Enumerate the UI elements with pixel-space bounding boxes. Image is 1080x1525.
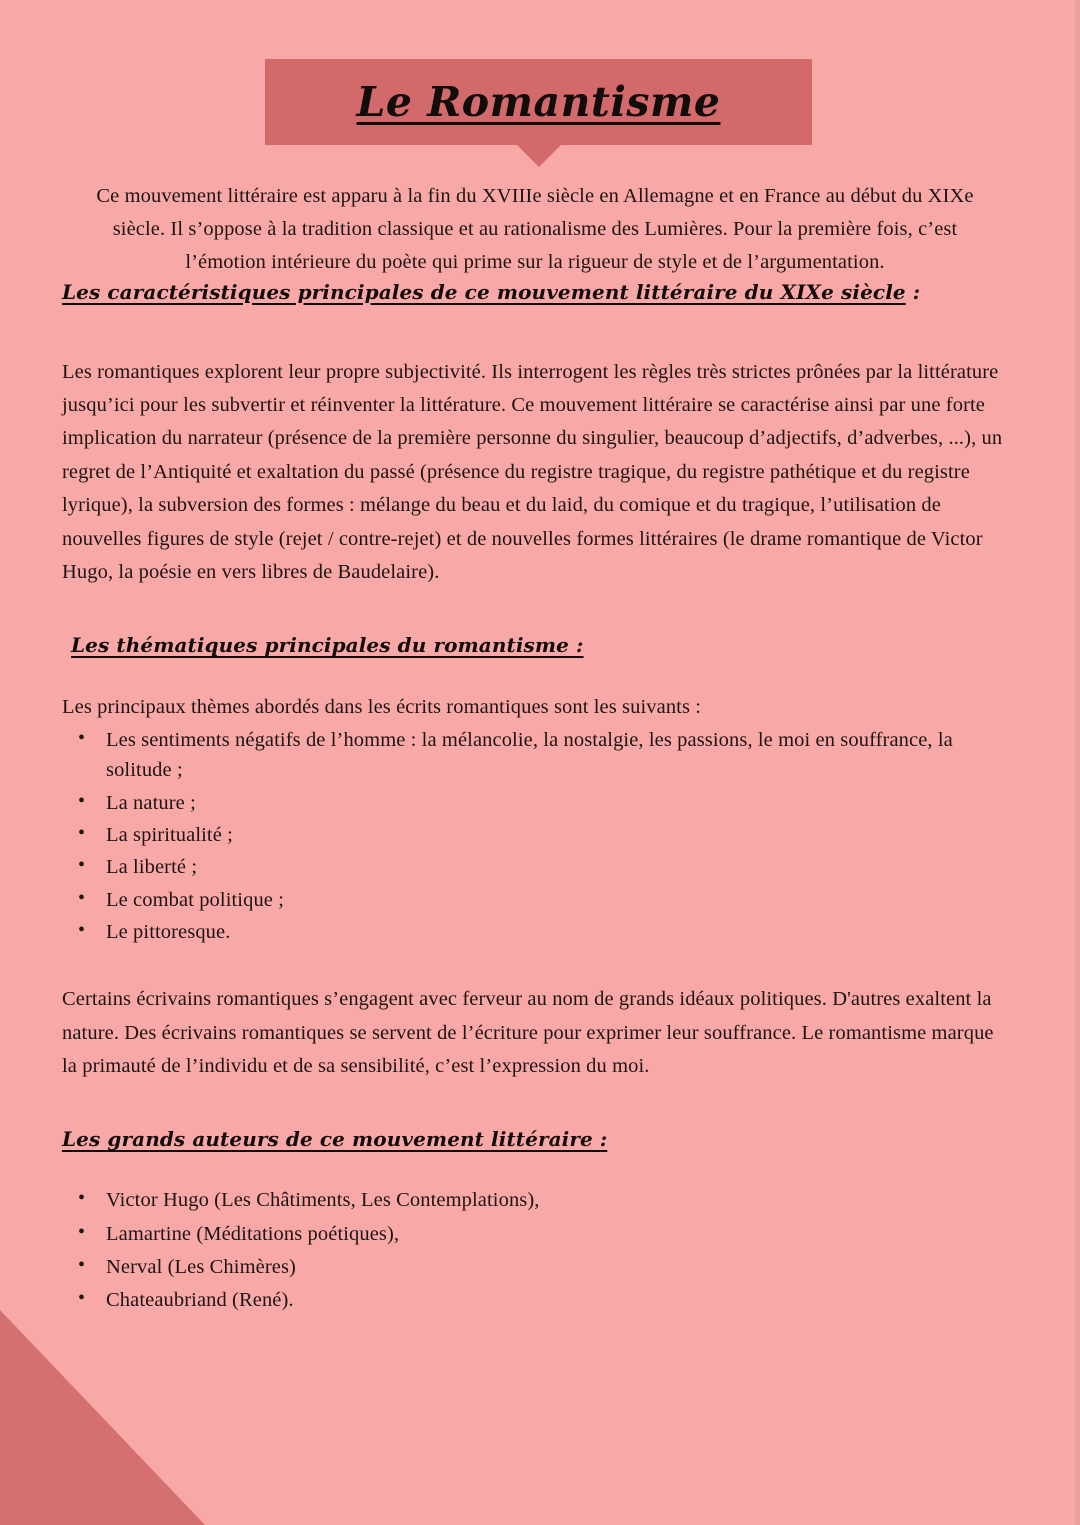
list-item-text: Les sentiments négatifs de l’homme : la mélancolie, la nostalgie, les passions, le moi en souffrance, la solitude ; [106,728,953,782]
list-item-text: Chateaubriand (René). [106,1289,294,1312]
right-edge-strip [1075,0,1080,1525]
authors-list [62,1185,1008,1315]
list-item [62,1219,1008,1249]
list-item [62,1252,1008,1282]
list-item-text: Nerval (Les Chimères) [106,1256,296,1279]
document-content [62,180,1008,1319]
intro-paragraph: Ce mouvement littéraire est apparu à la fin du XVIIIe siècle en Allemagne et en France au début du XIXe siècle. Il s’oppose à la tradition classique et au rationalisme des Lumières. Pour la première fois, c’est l’émotion intérieure du poète qui prime sur la rigueur de style et de l’argumentation. [96,185,974,274]
title-banner [265,59,812,145]
list-item [62,885,1008,915]
themes-lead-in: Les principaux thèmes abordés dans les écrits romantiques sont les suivants : [62,696,702,719]
list-item [62,1185,1008,1215]
paragraph-caracteristiques: Les romantiques explorent leur propre subjectivité. Ils interrogent les règles très strictes prônées par la littérature jusqu’ici pour les subvertir et réinventer la littérature. Ce mouvement littéraire se caractérise ainsi par une forte implication du narrateur (présence de la première personne du singulier, beaucoup d’adjectifs, d’adverbes, ...), un regret de l’Antiquité et exaltation du passé (présence du registre tragique, du registre pathétique et du registre lyrique), la subversion des formes : mélange du beau et du laid, du comique et du tragique, l’utilisation de nouvelles figures de style (rejet / contre-rejet) et de nouvelles formes littéraires (le drame romantique de Victor Hugo, la poésie en vers libres de Baudelaire). [62,360,1003,584]
paragraph-engagement: Certains écrivains romantiques s’engagent avec ferveur au nom de grands idéaux politiques. D'autres exaltent la nature. Des écrivains romantiques se servent de l’écriture pour exprimer leur souffrance. Le romantisme marque la primauté de l’individu et de sa sensibilité, c’est l’expression du moi. [62,988,994,1077]
list-item-text: La nature ; [106,791,196,814]
heading-auteurs [62,1127,1008,1151]
page-title: Le Romantisme [356,78,721,126]
list-item-text: Victor Hugo (Les Châtiments, Les Contemplations), [106,1189,540,1212]
heading-caracteristiques [62,280,1008,304]
list-item-text: Le combat politique ; [106,888,285,911]
list-item-text: La liberté ; [106,856,198,879]
title-banner-body [265,59,812,145]
corner-triangle-decoration [0,1310,205,1525]
list-item [62,820,1008,850]
list-item-text: La spiritualité ; [106,823,233,846]
title-banner-tail [517,145,561,167]
heading-auteurs-text: Les grands auteurs de ce mouvement littéraire : [62,1127,608,1152]
list-item [62,788,1008,818]
list-item [62,917,1008,947]
heading-caracteristiques-text: Les caractéristiques principales de ce mouvement littéraire du XIXe siècle [62,279,906,304]
list-item [62,1285,1008,1315]
heading-thematiques [62,633,1008,657]
list-item [62,852,1008,882]
list-item-text: Lamartine (Méditations poétiques), [106,1222,400,1245]
list-item-text: Le pittoresque. [106,920,231,943]
themes-list [62,725,1008,947]
list-item [62,725,1008,786]
heading-thematiques-text: Les thématiques principales du romantisme : [71,633,584,658]
heading-caracteristiques-colon: : [905,279,921,304]
